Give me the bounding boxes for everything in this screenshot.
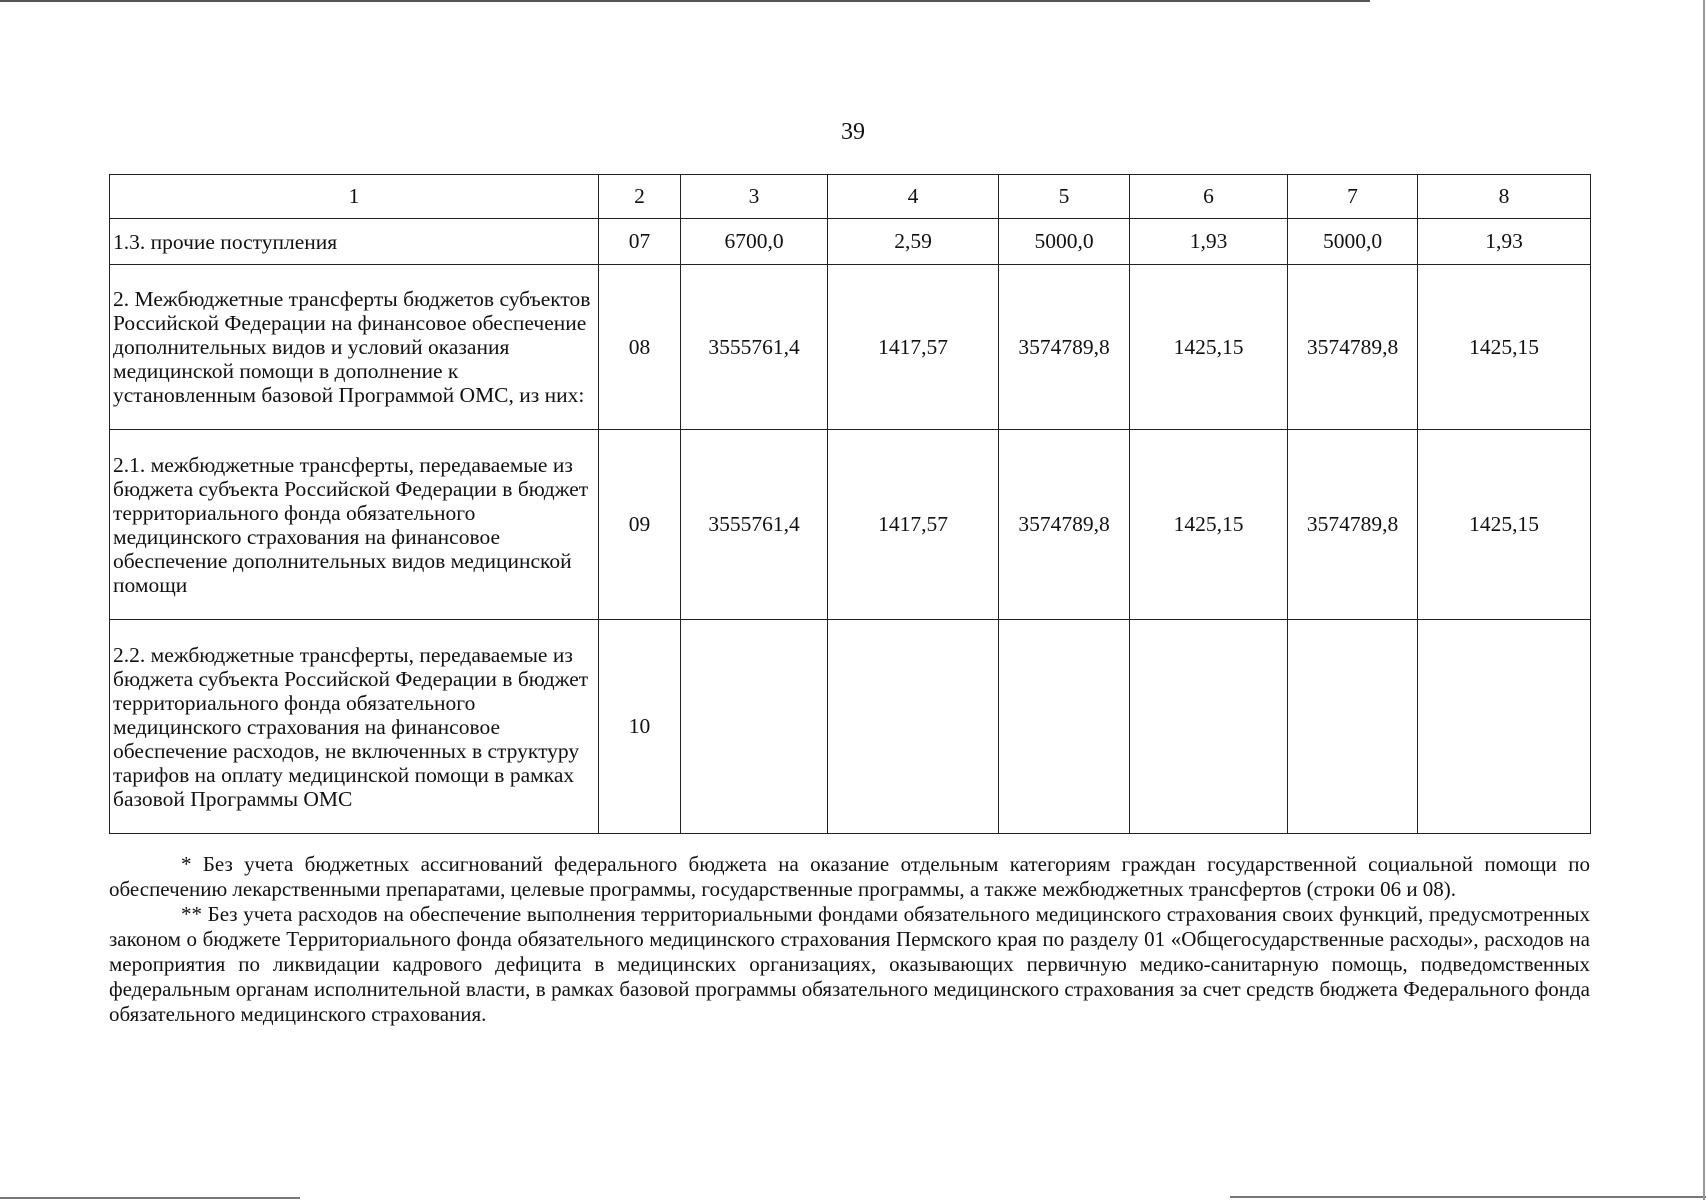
- column-header: 2: [599, 175, 681, 219]
- table-cell: 3574789,8: [1288, 430, 1418, 620]
- row-name: 1.3. прочие поступления: [110, 219, 599, 265]
- table-cell: 1425,15: [1130, 430, 1288, 620]
- footnote-2: ** Без учета расходов на обеспечение выполнения территориальными фондами обязательного медицинского страхования своих функций, предусмотренных законом о бюджете Территориального фонда обязательного медицинского страхования Пермского края по разделу 01 «Общегосударственные расходы», расходов на мероприятия по ликвидации кадрового дефицита в медицинских организациях, оказывающих первичную медико-санитарную помощь, подведомственных федеральным органам исполнительной власти, в рамках базовой программы обязательного медицинского страхования за счет средств бюджета Федерального фонда обязательного медицинского страхования.: [109, 902, 1590, 1026]
- column-header: 3: [681, 175, 828, 219]
- table-cell: 3555761,4: [681, 430, 828, 620]
- row-code: 10: [599, 620, 681, 834]
- table-cell: 1425,15: [1418, 430, 1591, 620]
- row-name: 2. Межбюджетные трансферты бюджетов субъектов Российской Федерации на финансовое обеспечение дополнительных видов и условий оказания медицинской помощи в дополнение к установленным базовой Программой ОМС, из них:: [110, 265, 599, 430]
- table-cell: [828, 620, 999, 834]
- row-name: 2.1. межбюджетные трансферты, передаваемые из бюджета субъекта Российской Федерации в бюджет территориального фонда обязательного медицинского страхования на финансовое обеспечение дополнительных видов медицинской помощи: [110, 430, 599, 620]
- table-cell: [1130, 620, 1288, 834]
- table-row: [110, 620, 1591, 834]
- table-cell: 5000,0: [1288, 219, 1418, 265]
- footnotes: [109, 852, 1590, 1027]
- table-row: [110, 265, 1591, 430]
- table-cell: [1418, 620, 1591, 834]
- table-cell: 2,59: [828, 219, 999, 265]
- column-header: 1: [110, 175, 599, 219]
- budget-table: [109, 174, 1591, 834]
- table-cell: 1425,15: [1130, 265, 1288, 430]
- row-code: 07: [599, 219, 681, 265]
- table-cell: [1288, 620, 1418, 834]
- table-row: [110, 219, 1591, 265]
- page-number: 39: [841, 119, 865, 145]
- column-header: 6: [1130, 175, 1288, 219]
- table-cell: [681, 620, 828, 834]
- table-cell: 3574789,8: [1288, 265, 1418, 430]
- table-cell: 3574789,8: [999, 430, 1130, 620]
- row-code: 08: [599, 265, 681, 430]
- table-cell: 1,93: [1130, 219, 1288, 265]
- scan-edge-bottom: [1230, 1196, 1706, 1198]
- scan-edge-bottom: [0, 1197, 300, 1199]
- table-cell: 3555761,4: [681, 265, 828, 430]
- column-header: 8: [1418, 175, 1591, 219]
- column-header: 5: [999, 175, 1130, 219]
- footnote-1: * Без учета бюджетных ассигнований федерального бюджета на оказание отдельным категориям граждан государственной социальной помощи по обеспечению лекарственными препаратами, целевые программы, государственные программы, а также межбюджетных трансфертов (строки 06 и 08).: [109, 852, 1590, 901]
- table-cell: 3574789,8: [999, 265, 1130, 430]
- table-cell: 5000,0: [999, 219, 1130, 265]
- scan-edge-right: [1703, 0, 1705, 1200]
- table-cell: 1417,57: [828, 430, 999, 620]
- column-header: 4: [828, 175, 999, 219]
- row-name: 2.2. межбюджетные трансферты, передаваемые из бюджета субъекта Российской Федерации в бюджет территориального фонда обязательного медицинского страхования на финансовое обеспечение расходов, не включенных в структуру тарифов на оплату медицинской помощи в рамках базовой Программы ОМС: [110, 620, 599, 834]
- row-code: 09: [599, 430, 681, 620]
- table-cell: 1417,57: [828, 265, 999, 430]
- table-cell: 1425,15: [1418, 265, 1591, 430]
- scan-edge-top: [0, 0, 1370, 2]
- table-header-row: [110, 175, 1591, 219]
- column-header: 7: [1288, 175, 1418, 219]
- table-cell: 1,93: [1418, 219, 1591, 265]
- table-cell: 6700,0: [681, 219, 828, 265]
- table-row: [110, 430, 1591, 620]
- table-cell: [999, 620, 1130, 834]
